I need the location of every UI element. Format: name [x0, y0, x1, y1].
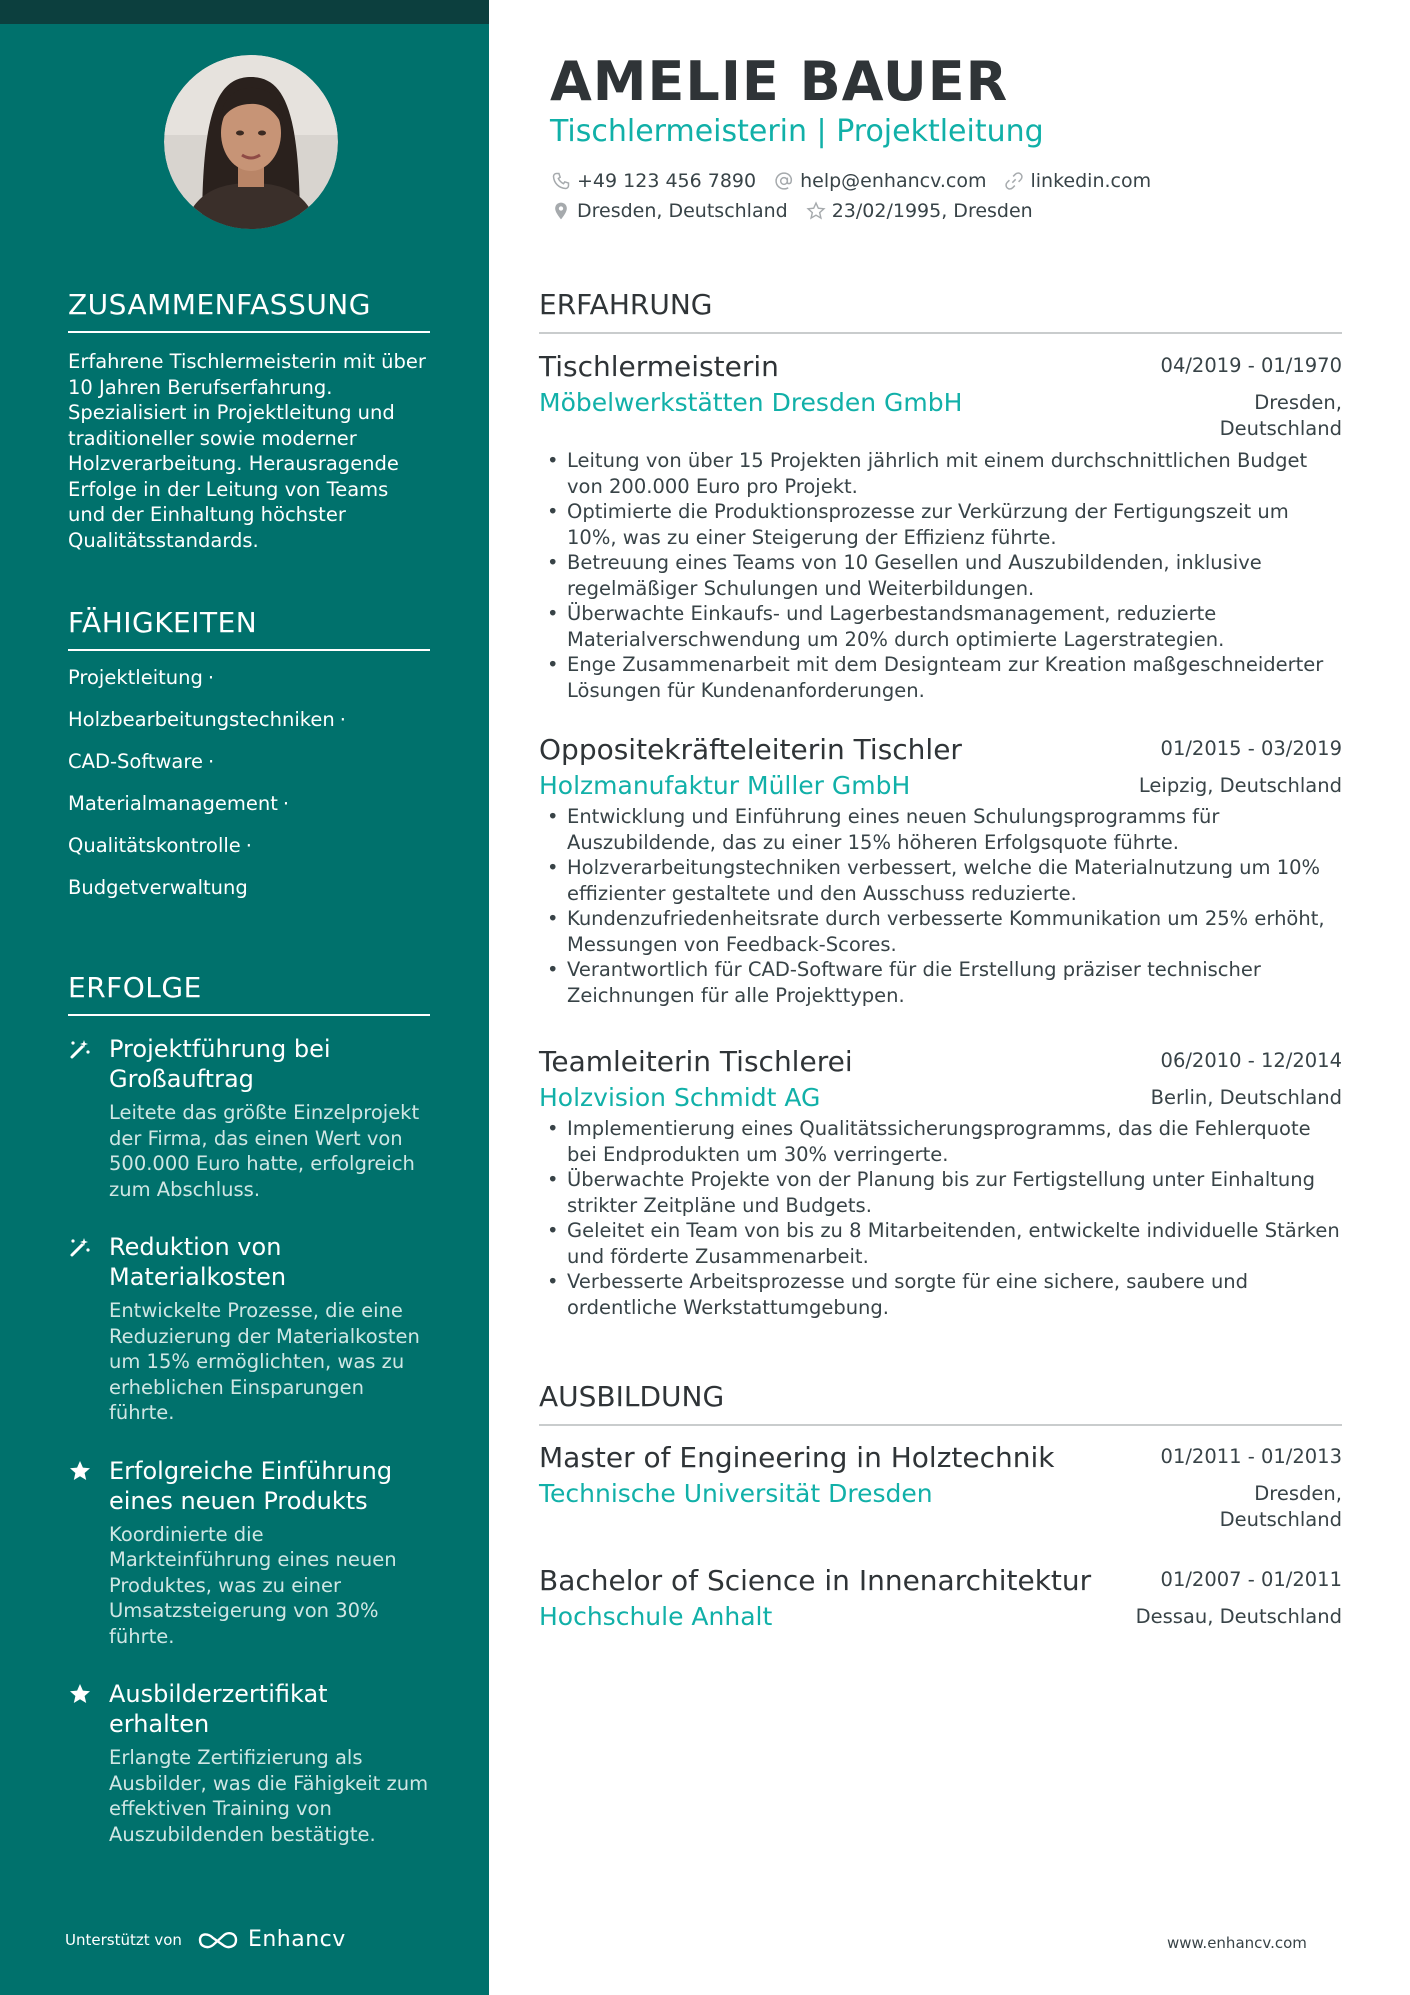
powered-label: Unterstützt von: [65, 1930, 182, 1949]
skill-separator: ·: [207, 750, 215, 773]
bullet-item: • Überwachte Projekte von der Planung bis zur Fertigstellung unter Einhaltung strikter Zeitpläne und Budgets.: [539, 1167, 1342, 1218]
job-location: Leipzig, Deutschland: [1138, 774, 1342, 797]
skill-item: [68, 707, 430, 732]
achievement-desc: Erlangte Zertifizierung als Ausbilder, was die Fähigkeit zum effektiven Training von Auszubildenden bestätigte.: [109, 1746, 429, 1846]
job-location: Dresden, Deutschland: [1219, 391, 1342, 440]
contact-birth: [806, 200, 1033, 222]
job-title: Tischlermeisterin: [539, 350, 779, 383]
achievements-section: [68, 971, 430, 1877]
school-name: Technische Universität Dresden: [539, 1479, 933, 1508]
skill-item: [68, 791, 430, 816]
bullet-item: • Holzverarbeitungstechniken verbessert, welche die Materialnutzung um 10% effizienter gestaltete und den Ausschuss reduzierte.: [539, 855, 1342, 906]
achievement-title: Erfolgreiche Einführung eines neuen Produkts: [109, 1456, 393, 1515]
job-date: 01/2015 - 03/2019: [1160, 737, 1342, 760]
contact-phone-text: +49 123 456 7890: [577, 170, 757, 192]
achievements-title: ERFOLGE: [68, 971, 430, 1016]
skill-item: [68, 875, 430, 900]
degree-title: Master of Engineering in Holztechnik: [539, 1441, 1055, 1474]
degree-title: Bachelor of Science in Innenarchitektur: [539, 1564, 1092, 1597]
enhancv-logo-icon: [196, 1928, 240, 1952]
skills-title: FÄHIGKEITEN: [68, 606, 430, 651]
skill-separator: ·: [282, 792, 290, 815]
achievement-desc: Koordinierte die Markteinführung eines neuen Produktes, was zu einer Umsatzsteigerung von 30% führte.: [109, 1522, 397, 1648]
location-pin-icon: [551, 201, 571, 221]
skill-label: Projektleitung: [68, 666, 203, 689]
achievement-item: [68, 1034, 430, 1202]
contact-linkedin-text: linkedin.com: [1030, 170, 1152, 192]
achievement-item: [68, 1232, 430, 1426]
contact-email[interactable]: [774, 170, 986, 192]
education-entry: [539, 1564, 1342, 1631]
avatar: [164, 55, 338, 229]
skill-label: Budgetverwaltung: [68, 876, 248, 899]
contact-location: [551, 200, 788, 222]
bullet-item: • Entwicklung und Einführung eines neuen Schulungsprogramms für Auszubildende, das zu einer 15% höheren Erfolgsquote führte.: [539, 804, 1342, 855]
bullet-item: • Geleitet ein Team von bis zu 8 Mitarbeitenden, entwickelte individuelle Stärken und förderte Zusammenarbeit.: [539, 1218, 1342, 1269]
job-title: Teamleiterin Tischlerei: [539, 1045, 853, 1078]
school-name: Hochschule Anhalt: [539, 1602, 773, 1631]
at-icon: [774, 171, 794, 191]
sidebar: [0, 0, 489, 1995]
contact-location-text: Dresden, Deutschland: [577, 200, 788, 222]
contact-phone[interactable]: [551, 170, 756, 192]
skill-item: [68, 665, 430, 690]
job-bullets: [539, 448, 1342, 703]
company-name: Holzvision Schmidt AG: [539, 1083, 821, 1112]
bullet-item: • Kundenzufriedenheitsrate durch verbesserte Kommunikation um 25% erhöht, Messungen von Feedback-Scores.: [539, 906, 1342, 957]
bullet-item: • Verantwortlich für CAD-Software für die Erstellung präziser technischer Zeichnungen für alle Projekttypen.: [539, 957, 1342, 1008]
achievement-item: [68, 1456, 430, 1650]
achievement-title: Projektführung bei Großauftrag: [109, 1035, 331, 1093]
job-bullets: [539, 804, 1342, 1008]
summary-text: Erfahrene Tischlermeisterin mit über 10 Jahren Berufserfahrung. Spezialisiert in Projektleitung und traditioneller sowie moderner Holzverarbeitung. Herausragende Erfolge in der Leitung von Teams und der Einhaltung höchster Qualitätsstandards.: [68, 350, 426, 552]
skill-label: Qualitätskontrolle: [68, 834, 241, 857]
achievement-title: Reduktion von Materialkosten: [109, 1233, 287, 1291]
summary-section: [68, 288, 430, 553]
skill-item: [68, 749, 430, 774]
bullet-item: • Betreuung eines Teams von 10 Gesellen und Auszubildenden, inklusive regelmäßiger Schulungen und Weiterbildungen.: [539, 550, 1342, 601]
sidebar-top-bar: [0, 0, 489, 24]
job-bullets: [539, 1116, 1342, 1320]
candidate-name: AMELIE BAUER: [550, 50, 1009, 113]
skill-item: [68, 833, 430, 858]
star-outline-icon: [806, 201, 826, 221]
summary-title: ZUSAMMENFASSUNG: [68, 288, 430, 333]
skill-separator: ·: [339, 708, 346, 731]
company-name: Holzmanufaktur Müller GmbH: [539, 771, 911, 800]
contact-linkedin[interactable]: [1004, 170, 1151, 192]
contact-birth-text: 23/02/1995, Dresden: [831, 200, 1033, 222]
star-icon: [68, 1459, 92, 1483]
bullet-item: • Leitung von über 15 Projekten jährlich mit einem durchschnittlichen Budget von 200.000 Euro pro Projekt.: [539, 448, 1342, 499]
bullet-item: • Optimierte die Produktionsprozesse zur Verkürzung der Fertigungszeit um 10%, was zu einer Steigerung der Effizienz führte.: [539, 499, 1342, 550]
experience-entry: [539, 1045, 1342, 1320]
phone-icon: [551, 171, 571, 191]
achievement-desc: Entwickelte Prozesse, die eine Reduzierung der Materialkosten um 15% ermöglichten, was zu erheblichen Einsparungen führte.: [109, 1299, 420, 1424]
bullet-item: • Enge Zusammenarbeit mit dem Designteam zur Kreation maßgeschneiderter Lösungen für Kundenanforderungen.: [539, 652, 1342, 703]
skill-separator: ·: [207, 666, 215, 689]
footer-url[interactable]: www.enhancv.com: [1167, 1934, 1307, 1952]
achievement-desc: Leitete das größte Einzelprojekt der Firma, das einen Wert von 500.000 Euro hatte, erfolgreich zum Abschluss.: [109, 1101, 420, 1201]
job-title: Oppositekräfteleiterin Tischler: [539, 733, 962, 766]
powered-by: [65, 1927, 346, 1952]
school-location: Dresden, Deutschland: [1219, 1482, 1342, 1531]
achievement-title: Ausbilderzertifikat erhalten: [109, 1680, 328, 1738]
degree-date: 01/2011 - 01/2013: [1160, 1445, 1342, 1468]
contact-row-1: [551, 170, 1169, 192]
experience-title: ERFAHRUNG: [539, 288, 1342, 334]
skill-separator: ·: [245, 834, 252, 857]
education-title: AUSBILDUNG: [539, 1380, 1342, 1426]
skills-section: [68, 606, 430, 917]
wand-icon: [68, 1235, 92, 1259]
school-location: Dessau, Deutschland: [1135, 1605, 1342, 1628]
company-name: Möbelwerkstätten Dresden GmbH: [539, 388, 963, 417]
experience-entry: [539, 350, 1342, 703]
link-icon: [1004, 171, 1024, 191]
skill-label: Materialmanagement: [68, 792, 278, 815]
powered-brand[interactable]: Enhancv: [247, 1927, 346, 1952]
contact-row-2: [551, 200, 1051, 222]
skill-label: CAD-Software: [68, 750, 203, 773]
bullet-item: • Implementierung eines Qualitätssicherungsprogramms, das die Fehlerquote bei Endprodukten um 30% verringerte.: [539, 1116, 1342, 1167]
bullet-item: • Verbesserte Arbeitsprozesse und sorgte für eine sichere, saubere und ordentliche Werkstattumgebung.: [539, 1269, 1342, 1320]
degree-date: 01/2007 - 01/2011: [1160, 1568, 1342, 1591]
job-date: 06/2010 - 12/2014: [1160, 1049, 1342, 1072]
job-location: Berlin, Deutschland: [1150, 1086, 1342, 1109]
experience-entry: [539, 733, 1342, 1008]
skill-label: Holzbearbeitungstechniken: [68, 708, 335, 731]
candidate-role: Tischlermeisterin | Projektleitung: [550, 114, 1044, 149]
job-date: 04/2019 - 01/1970: [1160, 354, 1342, 377]
achievement-item: [68, 1679, 430, 1847]
wand-icon: [68, 1037, 92, 1061]
contact-email-text: help@enhancv.com: [800, 170, 987, 192]
star-icon: [68, 1682, 92, 1706]
bullet-item: • Überwachte Einkaufs- und Lagerbestandsmanagement, reduzierte Materialverschwendung um 20% durch optimierte Lagerstrategien.: [539, 601, 1342, 652]
education-entry: [539, 1441, 1342, 1531]
